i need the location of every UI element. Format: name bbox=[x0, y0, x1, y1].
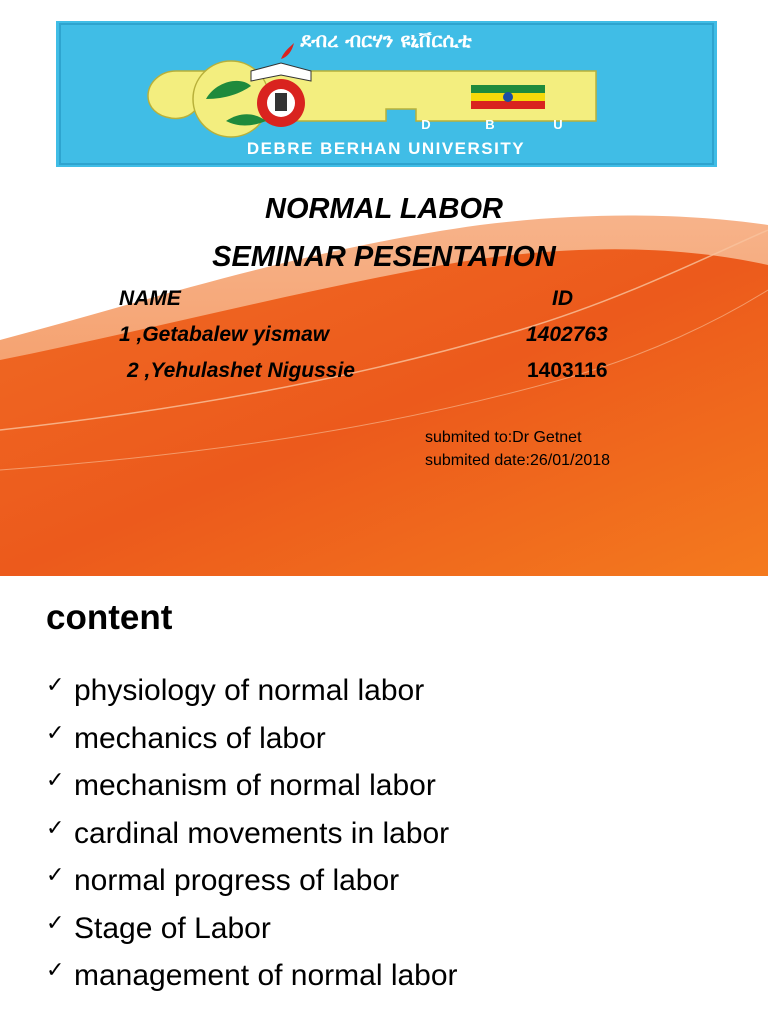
check-icon: ✓ bbox=[46, 767, 65, 792]
title-line-2: SEMINAR PESENTATION bbox=[212, 241, 556, 273]
list-item bbox=[46, 719, 458, 770]
list-item bbox=[46, 864, 458, 912]
list-item-label: mechanism of normal labor bbox=[74, 769, 436, 802]
name-column-header: NAME bbox=[119, 287, 181, 310]
list-item-label: mechanics of labor bbox=[74, 721, 326, 755]
student-2-id: 1403116 bbox=[527, 359, 608, 382]
check-icon: ✓ bbox=[46, 719, 65, 745]
content-slide bbox=[0, 576, 768, 1024]
title-line-1: NORMAL LABOR bbox=[265, 193, 503, 225]
university-name: DEBRE BERHAN UNIVERSITY bbox=[246, 139, 526, 158]
content-list bbox=[46, 674, 458, 1007]
student-1-id: 1402763 bbox=[526, 323, 608, 346]
check-icon: ✓ bbox=[46, 814, 65, 840]
check-icon: ✓ bbox=[46, 957, 65, 982]
submitted-to: submited to:Dr Getnet bbox=[425, 429, 582, 446]
amharic-title: ደብረ ብርሃን ዩኒቨርሲቲ bbox=[300, 28, 472, 52]
list-item-label: normal progress of labor bbox=[74, 864, 400, 897]
letter-u: U bbox=[553, 117, 563, 132]
student-1-name: 1 ,Getabalew yismaw bbox=[119, 323, 330, 346]
list-item-label: physiology of normal labor bbox=[74, 674, 425, 707]
student-2-name: 2 ,Yehulashet Nigussie bbox=[127, 359, 355, 382]
list-item-label: cardinal movements in labor bbox=[74, 816, 450, 850]
ethiopian-flag-icon bbox=[471, 85, 545, 93]
list-item bbox=[46, 769, 458, 817]
list-item-label: Stage of Labor bbox=[74, 911, 271, 945]
list-item bbox=[46, 909, 458, 960]
check-icon: ✓ bbox=[46, 909, 65, 935]
university-banner bbox=[56, 21, 717, 167]
list-item bbox=[46, 674, 458, 722]
check-icon: ✓ bbox=[46, 862, 65, 887]
letter-d: D bbox=[421, 117, 431, 132]
check-icon: ✓ bbox=[46, 672, 65, 697]
list-item-label: management of normal labor bbox=[74, 959, 458, 992]
list-item bbox=[46, 814, 458, 865]
letter-b: B bbox=[485, 117, 495, 132]
list-item bbox=[46, 959, 458, 1007]
id-column-header: ID bbox=[552, 287, 573, 310]
content-heading: content bbox=[46, 598, 173, 637]
submitted-date: submited date:26/01/2018 bbox=[425, 452, 611, 469]
